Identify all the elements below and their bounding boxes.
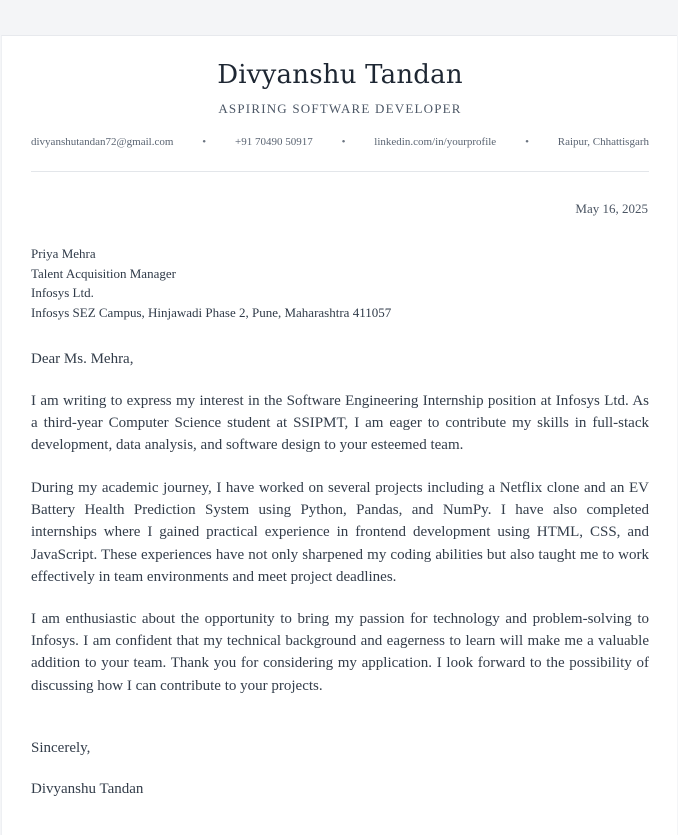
recipient-title: Talent Acquisition Manager xyxy=(31,265,176,281)
applicant-role: ASPIRING SOFTWARE DEVELOPER xyxy=(218,101,462,116)
signature-name: Divyanshu Tandan xyxy=(31,781,144,797)
applicant-name: Divyanshu Tandan xyxy=(217,60,463,90)
contact-phone[interactable]: +91 70490 50917 xyxy=(235,136,313,148)
separator-dot: • xyxy=(202,136,207,148)
letter-date: May 16, 2025 xyxy=(575,201,648,216)
body-paragraph-1: I am writing to express my interest in the Software Engineering Internship position at Infosys Ltd. As a third-year Computer Science student at SSIPMT, I am eager to contribute my skills in full-stack development, data analysis, and software design to your esteemed team. xyxy=(31,393,649,454)
header-divider xyxy=(31,171,649,172)
closing: Sincerely, xyxy=(31,740,91,756)
contact-bar xyxy=(31,136,649,148)
recipient-name: Priya Mehra xyxy=(31,246,96,261)
salutation: Dear Ms. Mehra, xyxy=(31,351,134,367)
cover-letter-page xyxy=(1,35,677,835)
body-paragraph-2: During my academic journey, I have worked on several projects including a Netflix clone and an EV Battery Health Prediction System using Python, Pandas, and NumPy. I have also completed internships where I gained practical experience in frontend development using HTML, CSS, and JavaScript. These experiences have not only sharpened my coding abilities but also taught me to work effectively in team environments and meet project deadlines. xyxy=(31,480,649,585)
recipient-block xyxy=(31,244,391,322)
separator-dot: • xyxy=(341,136,346,148)
contact-linkedin[interactable]: linkedin.com/in/yourprofile xyxy=(374,136,497,148)
separator-dot: • xyxy=(525,136,529,148)
recipient-company: Infosys Ltd. xyxy=(31,285,94,300)
recipient-address: Infosys SEZ Campus, Hinjawadi Phase 2, Pune, Maharashtra 411057 xyxy=(31,304,392,320)
contact-email[interactable]: divyanshutandan72@gmail.com xyxy=(31,136,174,148)
body-paragraph-3: I am enthusiastic about the opportunity to bring my passion for technology and problem-solving to Infosys. I am confident that my technical background and eagerness to learn will make me a valuable addition to your team. Thank you for considering my application. I look forward to the possibility of discussing how I can contribute to your projects. xyxy=(31,611,649,694)
contact-location: Raipur, Chhattisgarh xyxy=(557,136,649,148)
